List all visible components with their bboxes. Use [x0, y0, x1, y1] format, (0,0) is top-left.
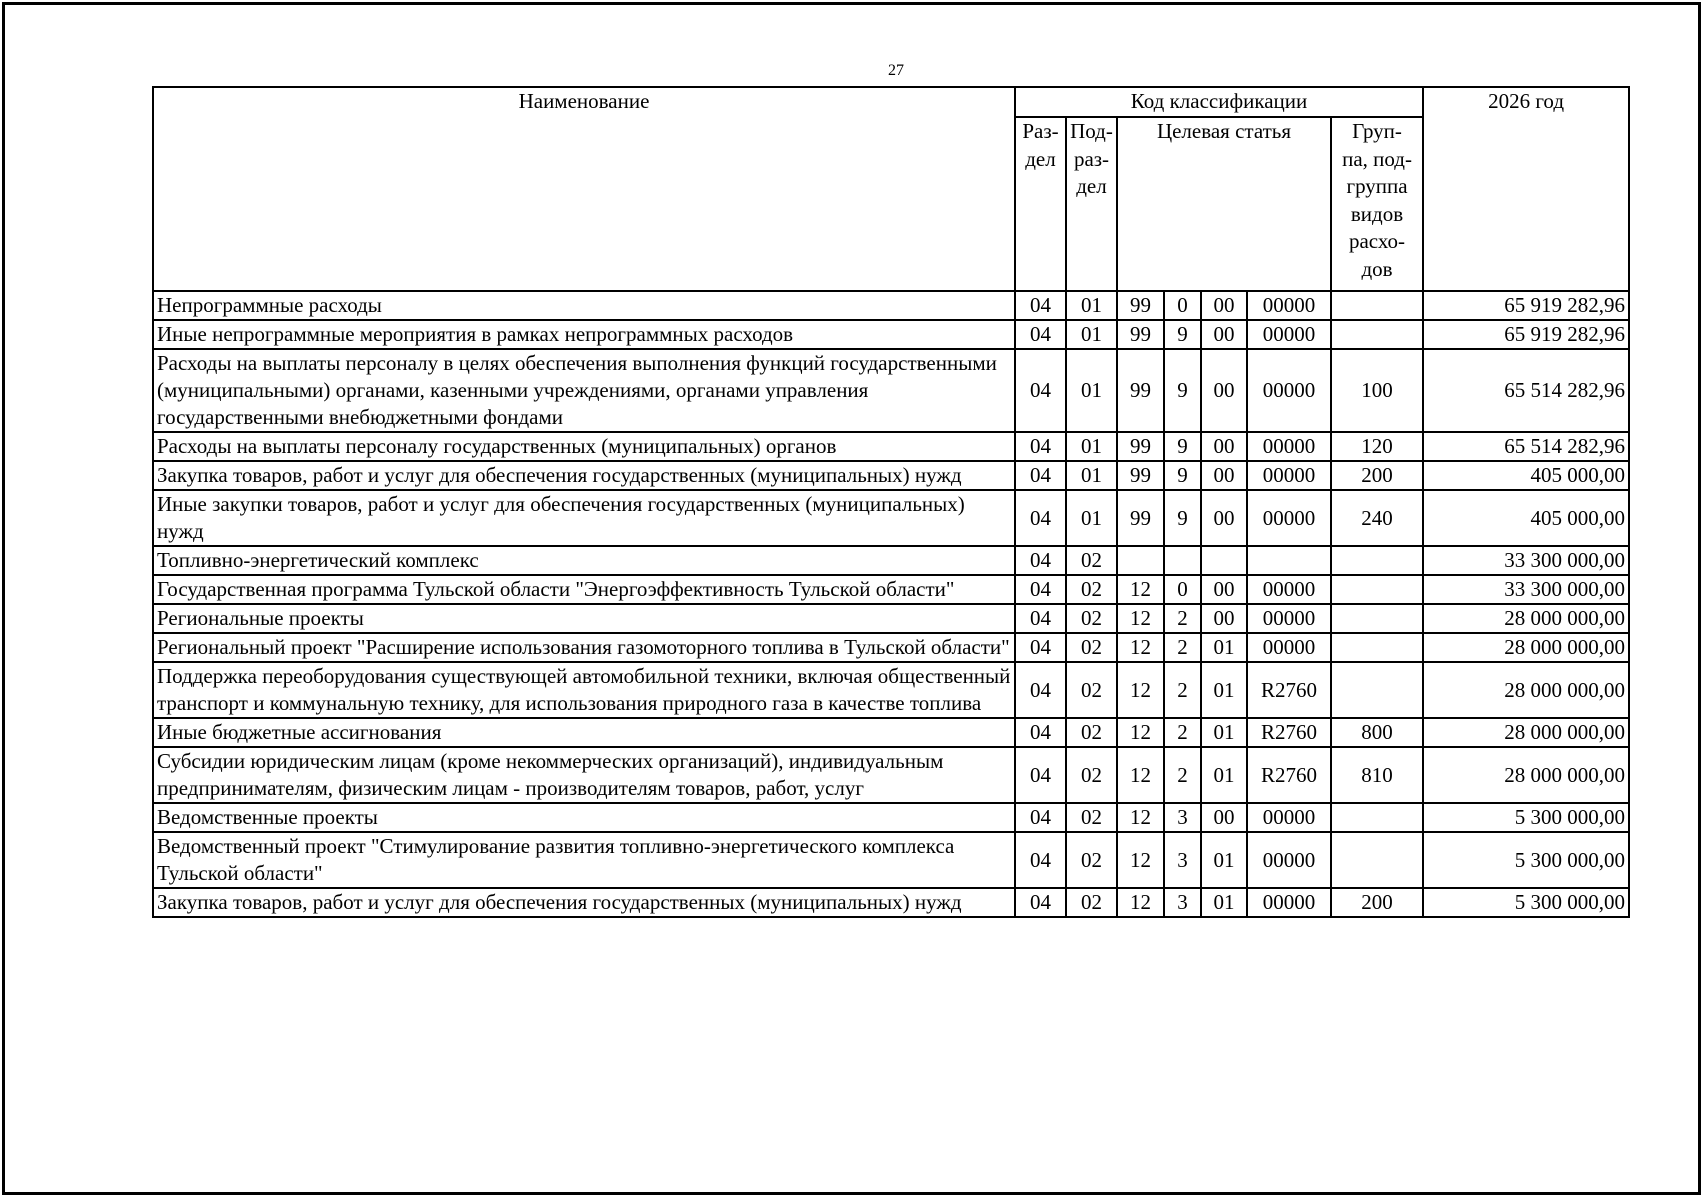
table-row: [153, 888, 1629, 917]
table-row: [153, 832, 1629, 888]
row-target-event: 00: [1201, 291, 1247, 320]
row-amount: 28 000 000,00: [1423, 747, 1629, 803]
row-razdel: 04: [1015, 604, 1066, 633]
row-target-subprogram: 3: [1164, 832, 1201, 888]
row-target-direction: 00000: [1247, 633, 1331, 662]
row-target-event: 01: [1201, 718, 1247, 747]
row-target-subprogram: 2: [1164, 662, 1201, 718]
row-target-subprogram: 9: [1164, 490, 1201, 546]
row-target-subprogram: [1164, 546, 1201, 575]
row-target-event: 00: [1201, 575, 1247, 604]
row-razdel: 04: [1015, 888, 1066, 917]
row-target-direction: 00000: [1247, 461, 1331, 490]
row-name: Поддержка переоборудования существующей автомобильной техники, включая общественный транспорт и коммунальную технику, для использования природного газа в качестве топлива: [153, 662, 1015, 718]
row-podrazdel: 02: [1066, 832, 1117, 888]
row-amount: 65 514 282,96: [1423, 349, 1629, 432]
row-amount: 65 919 282,96: [1423, 320, 1629, 349]
row-expense-group: [1331, 575, 1423, 604]
header-podrazdel-text: Под- раз- дел: [1070, 119, 1113, 198]
row-expense-group: [1331, 803, 1423, 832]
row-expense-group: [1331, 546, 1423, 575]
row-target-direction: 00000: [1247, 490, 1331, 546]
row-target-event: 00: [1201, 432, 1247, 461]
row-podrazdel: 01: [1066, 349, 1117, 432]
row-name: Иные закупки товаров, работ и услуг для обеспечения государственных (муниципальных) нужд: [153, 490, 1015, 546]
row-expense-group: 200: [1331, 888, 1423, 917]
row-name: Закупка товаров, работ и услуг для обеспечения государственных (муниципальных) нужд: [153, 888, 1015, 917]
row-expense-group: [1331, 832, 1423, 888]
row-razdel: 04: [1015, 633, 1066, 662]
row-target-event: [1201, 546, 1247, 575]
row-razdel: 04: [1015, 349, 1066, 432]
header-classification: Код классификации: [1015, 87, 1423, 117]
header-razdel: [1015, 117, 1066, 291]
row-target-program: 12: [1117, 803, 1164, 832]
row-podrazdel: 02: [1066, 803, 1117, 832]
row-amount: 28 000 000,00: [1423, 604, 1629, 633]
row-target-subprogram: 2: [1164, 718, 1201, 747]
row-expense-group: [1331, 291, 1423, 320]
row-target-event: 00: [1201, 320, 1247, 349]
row-name: Ведомственный проект "Стимулирование развития топливно-энергетического комплекса Тульской области": [153, 832, 1015, 888]
row-expense-group: 100: [1331, 349, 1423, 432]
row-target-direction: 00000: [1247, 803, 1331, 832]
row-name: Расходы на выплаты персоналу в целях обеспечения выполнения функций государственными (муниципальными) органами, казенными учреждениями, органами управления государственными внебюджетными фондами: [153, 349, 1015, 432]
row-target-direction: 00000: [1247, 604, 1331, 633]
row-target-direction: 00000: [1247, 349, 1331, 432]
row-target-program: 12: [1117, 888, 1164, 917]
row-target-direction: 00000: [1247, 575, 1331, 604]
row-target-subprogram: 3: [1164, 803, 1201, 832]
row-target-direction: 00000: [1247, 291, 1331, 320]
row-target-program: 12: [1117, 747, 1164, 803]
row-target-program: 99: [1117, 320, 1164, 349]
row-name: Ведомственные проекты: [153, 803, 1015, 832]
row-amount: 28 000 000,00: [1423, 662, 1629, 718]
header-razdel-text: Раз- дел: [1022, 119, 1059, 171]
row-amount: 28 000 000,00: [1423, 718, 1629, 747]
row-target-direction: R2760: [1247, 662, 1331, 718]
table-row: [153, 490, 1629, 546]
row-target-direction: R2760: [1247, 747, 1331, 803]
table-row: [153, 633, 1629, 662]
row-amount: 65 919 282,96: [1423, 291, 1629, 320]
table-row: [153, 747, 1629, 803]
row-name: Иные непрограммные мероприятия в рамках непрограммных расходов: [153, 320, 1015, 349]
row-podrazdel: 01: [1066, 432, 1117, 461]
row-podrazdel: 02: [1066, 718, 1117, 747]
row-target-subprogram: 9: [1164, 320, 1201, 349]
row-target-program: 12: [1117, 575, 1164, 604]
header-year: 2026 год: [1423, 87, 1629, 291]
row-razdel: 04: [1015, 320, 1066, 349]
row-target-subprogram: 9: [1164, 432, 1201, 461]
row-expense-group: [1331, 320, 1423, 349]
row-target-program: 99: [1117, 349, 1164, 432]
row-podrazdel: 01: [1066, 490, 1117, 546]
row-amount: 5 300 000,00: [1423, 888, 1629, 917]
row-razdel: 04: [1015, 803, 1066, 832]
row-podrazdel: 01: [1066, 320, 1117, 349]
row-name: Государственная программа Тульской области "Энергоэффективность Тульской области": [153, 575, 1015, 604]
row-target-event: 01: [1201, 747, 1247, 803]
row-amount: 405 000,00: [1423, 461, 1629, 490]
row-target-direction: 00000: [1247, 320, 1331, 349]
header-group-text: Груп- па, под- группа видов расхо- дов: [1342, 119, 1412, 281]
row-target-event: 00: [1201, 490, 1247, 546]
row-target-subprogram: 3: [1164, 888, 1201, 917]
row-podrazdel: 01: [1066, 291, 1117, 320]
budget-table: [152, 86, 1630, 918]
row-expense-group: 120: [1331, 432, 1423, 461]
row-name: Закупка товаров, работ и услуг для обеспечения государственных (муниципальных) нужд: [153, 461, 1015, 490]
row-target-program: 99: [1117, 461, 1164, 490]
row-podrazdel: 02: [1066, 662, 1117, 718]
row-razdel: 04: [1015, 575, 1066, 604]
header-name: Наименование: [153, 87, 1015, 291]
table-row: [153, 320, 1629, 349]
row-target-direction: 00000: [1247, 832, 1331, 888]
row-amount: 33 300 000,00: [1423, 546, 1629, 575]
row-name: Региональные проекты: [153, 604, 1015, 633]
row-razdel: 04: [1015, 490, 1066, 546]
row-razdel: 04: [1015, 747, 1066, 803]
row-razdel: 04: [1015, 832, 1066, 888]
row-target-event: 01: [1201, 888, 1247, 917]
header-group: [1331, 117, 1423, 291]
row-podrazdel: 01: [1066, 461, 1117, 490]
table-row: [153, 718, 1629, 747]
row-target-program: 99: [1117, 432, 1164, 461]
table-row: [153, 546, 1629, 575]
row-name: Иные бюджетные ассигнования: [153, 718, 1015, 747]
row-target-event: 01: [1201, 832, 1247, 888]
table-row: [153, 461, 1629, 490]
row-target-program: 12: [1117, 604, 1164, 633]
row-expense-group: [1331, 604, 1423, 633]
table-row: [153, 803, 1629, 832]
row-razdel: 04: [1015, 546, 1066, 575]
header-target: Целевая статья: [1117, 117, 1331, 291]
row-podrazdel: 02: [1066, 546, 1117, 575]
row-target-subprogram: 2: [1164, 747, 1201, 803]
row-razdel: 04: [1015, 291, 1066, 320]
table-row: [153, 662, 1629, 718]
row-expense-group: 810: [1331, 747, 1423, 803]
row-target-subprogram: 2: [1164, 604, 1201, 633]
row-target-subprogram: 2: [1164, 633, 1201, 662]
table-row: [153, 291, 1629, 320]
row-target-program: 99: [1117, 490, 1164, 546]
row-expense-group: 240: [1331, 490, 1423, 546]
row-target-direction: 00000: [1247, 888, 1331, 917]
row-amount: 33 300 000,00: [1423, 575, 1629, 604]
row-amount: 65 514 282,96: [1423, 432, 1629, 461]
row-name: Региональный проект "Расширение использования газомоторного топлива в Тульской области": [153, 633, 1015, 662]
row-name: Непрограммные расходы: [153, 291, 1015, 320]
row-target-event: 01: [1201, 633, 1247, 662]
row-target-direction: R2760: [1247, 718, 1331, 747]
row-target-direction: [1247, 546, 1331, 575]
row-expense-group: [1331, 662, 1423, 718]
row-podrazdel: 02: [1066, 633, 1117, 662]
table-row: [153, 349, 1629, 432]
row-target-event: 00: [1201, 803, 1247, 832]
table-row: [153, 432, 1629, 461]
row-podrazdel: 02: [1066, 604, 1117, 633]
row-razdel: 04: [1015, 432, 1066, 461]
row-amount: 5 300 000,00: [1423, 803, 1629, 832]
row-razdel: 04: [1015, 662, 1066, 718]
row-name: Субсидии юридическим лицам (кроме некоммерческих организаций), индивидуальным предпринимателям, физическим лицам - производителям товаров, работ, услуг: [153, 747, 1015, 803]
row-target-program: [1117, 546, 1164, 575]
row-target-program: 12: [1117, 718, 1164, 747]
page-number: 27: [888, 62, 904, 79]
row-target-subprogram: 0: [1164, 575, 1201, 604]
row-target-program: 99: [1117, 291, 1164, 320]
row-target-program: 12: [1117, 662, 1164, 718]
row-amount: 5 300 000,00: [1423, 832, 1629, 888]
row-target-event: 01: [1201, 662, 1247, 718]
row-target-event: 00: [1201, 604, 1247, 633]
row-target-direction: 00000: [1247, 432, 1331, 461]
row-podrazdel: 02: [1066, 747, 1117, 803]
row-expense-group: [1331, 633, 1423, 662]
row-target-subprogram: 0: [1164, 291, 1201, 320]
row-expense-group: 200: [1331, 461, 1423, 490]
row-amount: 405 000,00: [1423, 490, 1629, 546]
header-podrazdel: [1066, 117, 1117, 291]
row-target-program: 12: [1117, 832, 1164, 888]
row-target-program: 12: [1117, 633, 1164, 662]
table-row: [153, 604, 1629, 633]
row-amount: 28 000 000,00: [1423, 633, 1629, 662]
row-target-subprogram: 9: [1164, 461, 1201, 490]
row-target-subprogram: 9: [1164, 349, 1201, 432]
row-name: Расходы на выплаты персоналу государственных (муниципальных) органов: [153, 432, 1015, 461]
row-target-event: 00: [1201, 349, 1247, 432]
table-row: [153, 575, 1629, 604]
row-podrazdel: 02: [1066, 575, 1117, 604]
row-target-event: 00: [1201, 461, 1247, 490]
row-podrazdel: 02: [1066, 888, 1117, 917]
row-razdel: 04: [1015, 718, 1066, 747]
row-razdel: 04: [1015, 461, 1066, 490]
row-name: Топливно-энергетический комплекс: [153, 546, 1015, 575]
row-expense-group: 800: [1331, 718, 1423, 747]
